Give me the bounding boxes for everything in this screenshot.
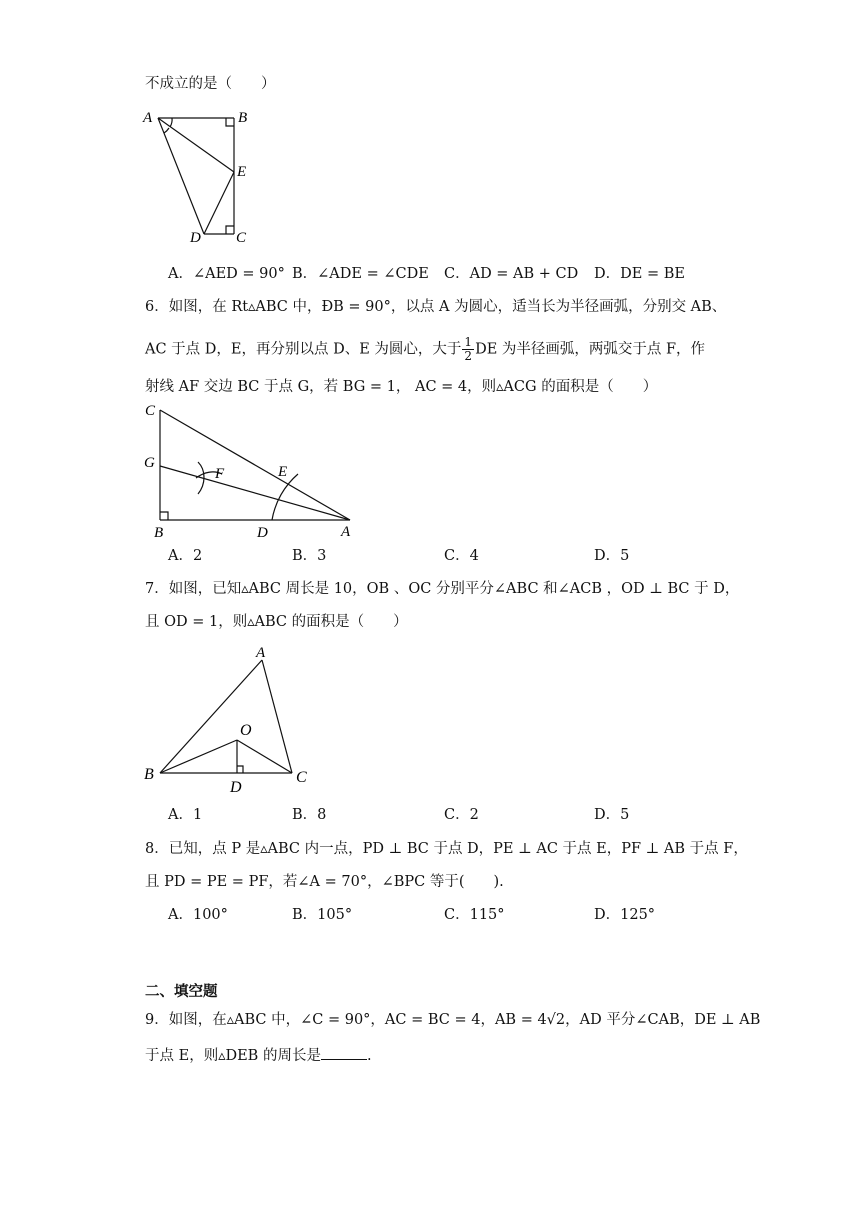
q6-option-a[interactable]: A．2 [168,548,203,564]
q6-frac-den: 2 [464,349,473,363]
q9-stem-line2b: . [366,1048,372,1064]
q8-option-b[interactable]: B．105° [292,907,353,923]
q6-label-E: E [278,464,288,480]
q6-stem-line2a: AC 于点 D，E，再分别以点 D、E 为圆心，大于 [145,341,462,358]
q6-label-A: A [341,524,351,540]
q5-option-a[interactable]: A．∠AED = 90° [168,266,285,282]
q7-option-c[interactable]: C．2 [444,807,479,823]
q5-label-B: B [238,110,248,126]
q5-stem-tail: 不成立的是（ ） [145,76,276,92]
q7-option-b[interactable]: B．8 [292,807,327,823]
q7-option-d[interactable]: D．5 [594,807,630,823]
q7-label-D: D [230,779,242,796]
q6-fraction [462,336,474,363]
q5-label-A: A [143,110,153,126]
q6-label-B: B [154,525,164,541]
q5-label-E: E [237,164,247,180]
q6-stem-line2b: DE 为半径画弧，两弧交于点 F，作 [475,341,706,358]
q7-stem-line1: 7．如图，已知▵ABC 周长是 10，OB 、OC 分别平分∠ABC 和∠ACB ，OD ⊥ BC 于 D， [145,581,740,597]
q6-option-d[interactable]: D．5 [594,548,630,564]
q6-label-D: D [257,525,268,541]
q7-label-C: C [296,769,307,786]
q9-answer-blank[interactable] [321,1045,367,1060]
q8-option-a[interactable]: A．100° [168,907,228,923]
q7-label-A: A [256,645,266,661]
q8-option-c[interactable]: C．115° [444,907,505,923]
q8-stem-line1: 8．已知，点 P 是▵ABC 内一点，PD ⊥ BC 于点 D，PE ⊥ AC 于点 E，PF ⊥ AB 于点 F， [145,841,748,857]
q7-option-a[interactable]: A．1 [168,807,203,823]
q5-label-D: D [190,230,201,246]
q6-stem-line3: 射线 AF 交边 BC 于点 G，若 BG = 1， AC = 4，则▵ACG 的面积是（ ） [145,379,658,395]
q6-frac-num: 1 [464,335,473,349]
q7-label-O: O [240,722,252,739]
q9-stem-line2 [145,1045,372,1066]
section-heading-fill-in: 二、填空题 [145,984,218,1000]
q6-stem-line1: 6．如图，在 Rt▵ABC 中，ÐB = 90°，以点 A 为圆心，适当长为半径画弧，分别交 AB、 [145,299,727,315]
q6-stem-line2 [145,336,705,363]
q5-option-d[interactable]: D．DE = BE [594,266,685,282]
q8-stem-line2: 且 PD = PE = PF，若∠A = 70°，∠BPC 等于( ). [145,874,504,890]
q6-label-C: C [145,403,156,419]
q9-stem-line2a: 于点 E，则▵DEB 的周长是 [145,1048,321,1064]
q7-label-B: B [144,766,154,783]
q6-option-c[interactable]: C．4 [444,548,479,564]
q5-option-c[interactable]: C．AD = AB + CD [444,266,579,282]
q6-label-F: F [215,466,225,482]
q5-option-b[interactable]: B．∠ADE = ∠CDE [292,266,429,282]
q7-stem-line2: 且 OD = 1，则▵ABC 的面积是（ ） [145,614,408,630]
q6-option-b[interactable]: B．3 [292,548,327,564]
q8-option-d[interactable]: D．125° [594,907,656,923]
q5-label-C: C [236,230,247,246]
q9-stem-line1: 9．如图，在▵ABC 中，∠C = 90°，AC = BC = 4，AB = 4√2，AD 平分∠CAB，DE ⊥ AB [145,1012,761,1028]
q6-label-G: G [144,455,155,471]
